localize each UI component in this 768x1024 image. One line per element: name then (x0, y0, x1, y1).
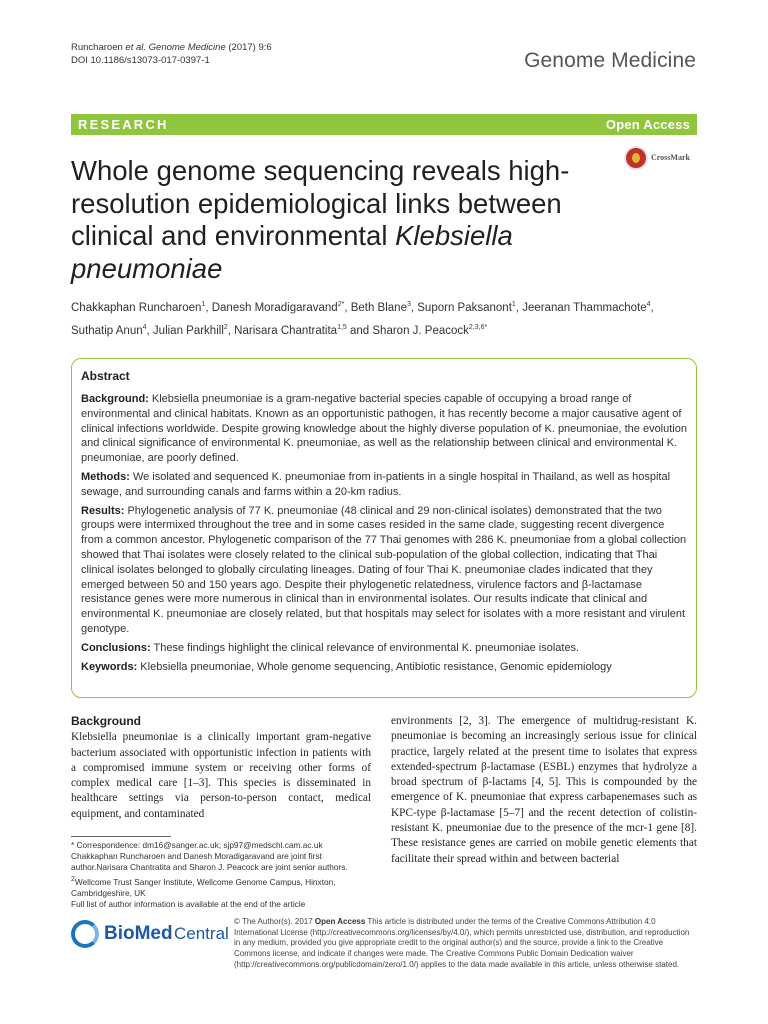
author-separator: and (346, 324, 373, 337)
logo-biomed: BioMed (104, 923, 173, 944)
background-label: Background: (81, 393, 149, 405)
author-affiliation-sup: 2 (223, 323, 228, 331)
author-name[interactable]: Chakkaphan Runcharoen (71, 301, 202, 314)
biomed-central-logo[interactable] (71, 920, 229, 950)
body-paragraph-left: Klebsiella pneumoniae is a clinically important gram-negative bacterium associated with opportunistic infection in patients with a compromised immune system or receiving other forms of complex medical care [1–3]. This species is disseminated in healthcare settings via person-to-person contact, medical equipment, and contaminated (71, 731, 371, 820)
correspondence-note[interactable]: * Correspondence: dm16@sanger.ac.uk; sjp97@medschl.cam.ac.uk (71, 840, 323, 850)
crossmark-icon (624, 146, 648, 170)
author-affiliation-sup: 4 (142, 323, 147, 331)
author-name[interactable]: Jeeranan Thammachote (522, 301, 647, 314)
doi-link[interactable]: DOI 10.1186/s13073-017-0397-1 (71, 55, 210, 66)
author-name[interactable]: Beth Blane (350, 301, 407, 314)
methods-text: We isolated and sequenced K. pneumoniae from in-patients in a single hospital in Thailand, as well as hospital sewage, and surrounding canals and farms within a 20-km radius. (81, 470, 671, 498)
author-separator: , (344, 301, 351, 314)
affiliation-note (71, 874, 371, 899)
biomed-ring-icon (71, 920, 99, 948)
title-line-4: pneumoniae (71, 252, 223, 284)
author-name[interactable]: Danesh Moradigaravand (211, 301, 338, 314)
affiliation-text: Wellcome Trust Sanger Institute, Wellcome Genome Campus, Hinxton, Cambridgeshire, UK (71, 876, 336, 898)
author-separator: , (515, 301, 523, 314)
author-name[interactable]: Julian Parkhill (152, 324, 224, 337)
author-separator: , (205, 301, 212, 314)
author-list (71, 295, 711, 341)
abstract-methods (81, 470, 687, 500)
abstract-keywords (81, 660, 687, 675)
footnotes (71, 840, 371, 910)
author-separator: , (146, 324, 153, 337)
author-affiliation-sup: 4 (646, 301, 651, 308)
body-column-right (391, 714, 697, 867)
methods-label: Methods: (81, 470, 130, 483)
open-access-label[interactable]: Open Access (605, 117, 690, 132)
journal-name: Genome Medicine (524, 49, 696, 72)
title-line-3b: Klebsiella (395, 220, 513, 251)
author-separator: , (227, 324, 235, 337)
author-affiliation-sup: 2,3,6* (468, 323, 488, 331)
logo-central: Central (174, 924, 229, 943)
background-heading: Background (71, 714, 142, 728)
affiliation-sup: 2 (71, 875, 75, 883)
author-name[interactable]: Suthatip Anun (71, 324, 143, 337)
abstract-results (81, 504, 687, 637)
author-affiliation-sup: 3 (406, 301, 411, 308)
title-line-2: resolution epidemiological links between (71, 187, 562, 219)
license-prefix: © The Author(s). 2017 (234, 917, 315, 926)
body-paragraph-right: environments [2, 3]. The emergence of multidrug-resistant K. pneumoniae is becoming an increasingly serious issue for clinical practice, largely related at the present time to isolates that express extended-spectrum β-lactamase (ESBL) enzymes that hydrolyze a broad spectrum of β-lactams [4, 5]. This is compounded by the emergence of K. pneumoniae that express carbapenemases such as KPC-type β-lactamase [5–7] and the recent detection of colistin-resistant K. pneumoniae due to the presence of the mcr-1 gene [8]. These resistance genes are carried on mobile genetic elements that facilitate their spread within and between bacterial (391, 715, 697, 865)
crossmark-badge[interactable] (624, 146, 704, 172)
body-column-left (71, 714, 371, 822)
citation-journal: et al. Genome Medicine (125, 42, 226, 53)
joint-author-note: Chakkaphan Runcharoen and Danesh Moradigaravand are joint first author.Narisara Chantratita and Sharon J. Peacock are joint senior authors. (71, 851, 348, 873)
results-label: Results: (81, 504, 125, 517)
author-separator: , (650, 301, 654, 314)
keywords-text: Klebsiella pneumoniae, Whole genome sequencing, Antibiotic resistance, Genomic epidemiology (137, 660, 612, 673)
results-text: Phylogenetic analysis of 77 K. pneumoniae (48 clinical and 29 non-clinical isolates) demonstrated that the two groups were intermixed throughout the tree and in some cases resided in the same clade, suggesting recent divergence from a common ancestor. Phylogenetic comparison of the 77 Thai genomes with 286 K. pneumoniae from a global collection showed that Thai isolates were closely related to the clinical sub-population of the global collection, indicating that Thai clinical isolates belonged to globally circulating lineages. Dating of four Thai K. pneumoniae clades indicated that they emerged between 50 and 150 years ago. Despite their phylogenetic relatedness, virulence factors and β-lactamase resistance genes were more numerous in clinical than in environmental isolates. Our results indicate that clinical and environmental K. pneumoniae are closely related, but that hospitals may select for isolates with a more resistant and virulent genotype. (81, 504, 687, 635)
abstract-box (71, 358, 697, 698)
header-citation (71, 41, 272, 67)
conclusions-text: These findings highlight the clinical relevance of environmental K. pneumoniae isolates. (150, 641, 580, 654)
title-line-1: Whole genome sequencing reveals high- (71, 155, 570, 186)
title-line-3a: clinical and environmental (71, 220, 396, 251)
license-body: This article is distributed under the terms of the Creative Commons Attribution 4.0 International License (http://creativecommons.org/licenses/by/4.0/), which permits unrestricted use, distribution, and reproduction in any medium, provided you give appropriate credit to the original author(s) and the source, provide a link to the Creative Commons license, and indicate if changes were made. The Creative Commons Public Domain Dedication waiver (http://creativecommons.org/publicdomain/zero/1.0/) applies to the data made available in this article, unless otherwise stated. (234, 917, 690, 969)
author-name[interactable]: Narisara Chantratita (234, 324, 338, 337)
author-affiliation-sup: 1 (511, 301, 516, 308)
author-affiliation-sup: 2* (337, 301, 345, 308)
abstract-background (81, 392, 687, 466)
license-text (234, 917, 697, 971)
abstract-conclusions (81, 641, 687, 656)
citation-authors: Runcharoen (71, 42, 126, 53)
abstract-heading: Abstract (81, 369, 130, 383)
crossmark-label: CrossMark (651, 153, 690, 162)
author-name[interactable]: Suporn Paksanont (417, 301, 512, 314)
license-open-access: Open Access (314, 917, 366, 926)
author-separator: , (410, 301, 418, 314)
author-affiliation-sup: 1 (201, 301, 206, 308)
author-info-note: Full list of author information is available at the end of the article (71, 898, 306, 909)
article-type-banner (71, 114, 697, 135)
footnote-divider (71, 836, 171, 837)
background-text: Klebsiella pneumoniae is a gram-negative bacterial species capable of occupying a broad range of environmental and clinical habitats. Known as an opportunistic pathogen, it has recently become a major causative agent of clinical infections worldwide. Despite growing knowledge about the highly diverse population of K. pneumoniae, the evolution and clinical significance of environmental K. pneumoniae, as well as the relationship between clinical and environmental K. pneumoniae, are poorly defined. (81, 393, 687, 465)
author-name[interactable]: Sharon J. Peacock (372, 324, 469, 337)
citation-volume: (2017) 9:6 (225, 42, 272, 53)
keywords-label: Keywords: (81, 660, 138, 673)
conclusions-label: Conclusions: (81, 641, 151, 654)
article-title (71, 155, 631, 285)
article-type-label: RESEARCH (78, 117, 169, 132)
author-affiliation-sup: 1,5 (337, 323, 347, 331)
